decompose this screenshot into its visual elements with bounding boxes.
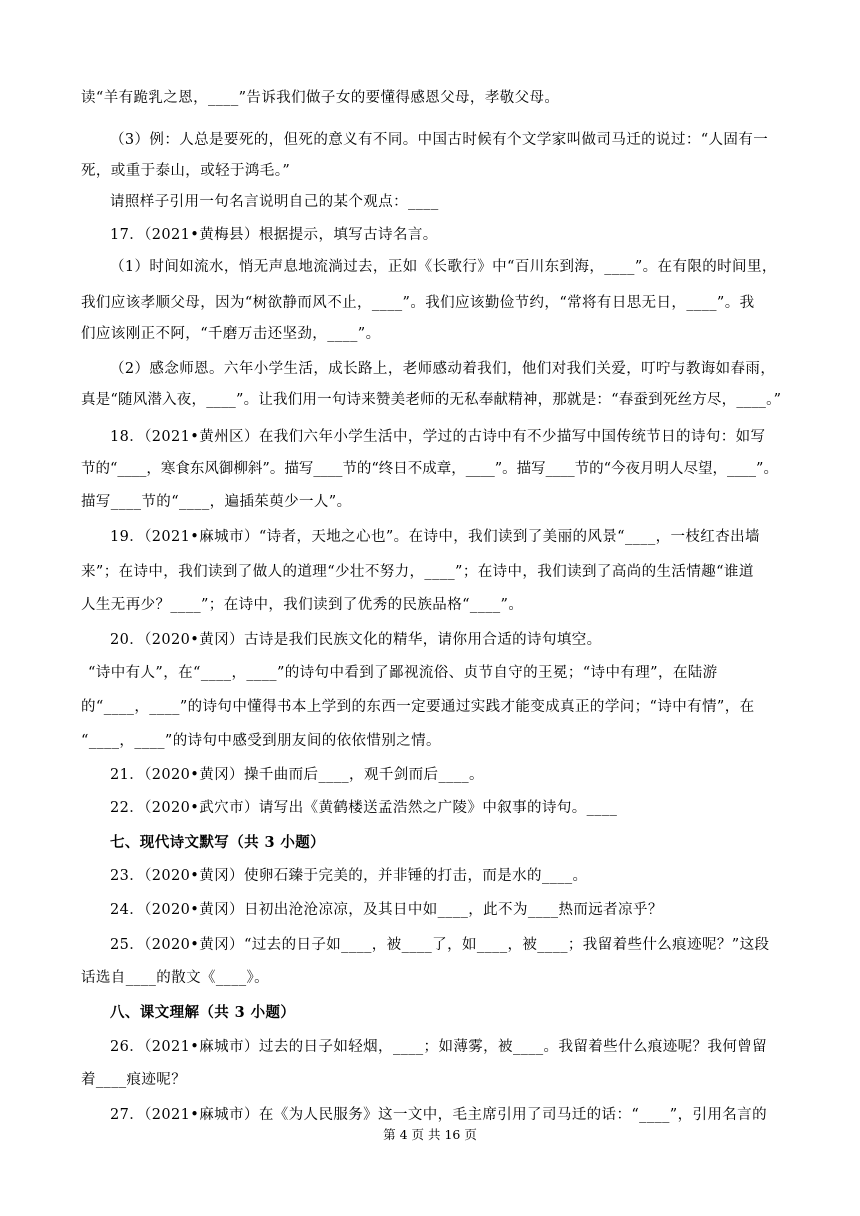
text-line: 话选自____的散文《____》。 xyxy=(81,970,270,986)
question-18: 18．（2021•黄州区）在我们六年小学生活中，学过的古诗中有不少描写中国传统节日的诗句：如写 xyxy=(110,429,766,445)
text-line: 死，或重于泰山，或轻于鸿毛。” xyxy=(81,163,291,179)
text-line: 来”；在诗中，我们读到了做人的道理“少壮不努力，____”；在诗中，我们读到了高尚的生活情趣“谁道 xyxy=(81,564,754,580)
text-line: 我们应该孝顺父母，因为“树欲静而风不止，____”。我们应该勤俭节约，“常将有日思无日，____”。我 xyxy=(81,295,755,311)
text-line: 们应该刚正不阿，“千磨万击还坚劲，____”。 xyxy=(81,326,381,342)
text-line: 人生无再少？____”；在诗中，我们读到了优秀的民族品格“____”。 xyxy=(81,597,524,613)
question-24: 24．（2020•黄冈）日初出沧沧凉凉，及其日中如____，此不为____热而远者凉乎？ xyxy=(110,902,663,918)
question-23: 23．（2020•黄冈）使卵石臻于完美的，并非锤的打击，而是水的____。 xyxy=(110,868,588,884)
question-22: 22．（2020•武穴市）请写出《黄鹤楼送孟浩然之广陵》中叙事的诗句。____ xyxy=(110,800,618,816)
text-line: “____，____”的诗句中感受到朋友间的依依惜别之情。 xyxy=(81,733,441,749)
section-heading: 七、现代诗文默写（共 3 小题） xyxy=(110,834,326,851)
text-line: 的“____，____”的诗句中懂得书本上学到的东西一定要通过实践才能变成真正的学问；“诗中有情”，在 xyxy=(81,699,755,715)
text-line: “诗中有人”，在“____，____”的诗句中看到了鄙视流俗、贞节自守的王冕；“诗中有理”，在陆游 xyxy=(88,665,718,681)
text-line: 着____痕迹呢？ xyxy=(81,1072,187,1088)
question-27: 27．（2021•麻城市）在《为人民服务》这一文中，毛主席引用了司马迁的话：“____”，引用名言的 xyxy=(110,1107,767,1123)
question-26: 26．（2021•麻城市）过去的日子如轻烟，____；如薄雾，被____。我留着些什么痕迹呢？我何曾留 xyxy=(110,1039,768,1055)
text-line: 真是“随风潜入夜，____”。让我们用一句诗来赞美老师的无私奉献精神，那就是：“春蚕到死丝方尽，____。” xyxy=(81,392,782,408)
question-17: 17．（2021•黄梅县）根据提示，填写古诗名言。 xyxy=(110,227,438,243)
question-25: 25．（2020•黄冈）“过去的日子如____，被____了，如____，被____；我留着些什么痕迹呢？”这段 xyxy=(110,937,770,953)
text-line: 描写____节的“____，遍插茱萸少一人”。 xyxy=(81,494,352,510)
question-20: 20．（2020•黄冈）古诗是我们民族文化的精华，请你用合适的诗句填空。 xyxy=(110,632,602,648)
text-line: （2）感念师恩。六年小学生活，成长路上，老师感动着我们，他们对我们关爱，叮咛与教诲如春雨， xyxy=(110,361,776,377)
question-21: 21．（2020•黄冈）操千曲而后____，观千剑而后____。 xyxy=(110,767,484,783)
page-footer: 第 4 页 共 16 页 xyxy=(383,1127,477,1142)
text-line: 请照样子引用一句名言说明自己的某个观点：____ xyxy=(110,194,439,210)
text-line: （1）时间如流水，悄无声息地流淌过去，正如《长歌行》中“百川东到海，____”。在有限的时间里， xyxy=(110,259,777,275)
text-line: 读“羊有跪乳之恩，____”告诉我们做子女的要懂得感恩父母，孝敬父母。 xyxy=(81,90,560,106)
text-line: （3）例：人总是要死的，但死的意义有不同。中国古时候有个文学家叫做司马迁的说过：“人固有一 xyxy=(110,132,769,148)
question-19: 19．（2021•麻城市）“诗者，天地之心也”。在诗中，我们读到了美丽的风景“____，一枝红杏出墙 xyxy=(110,529,760,545)
section-heading: 八、课文理解（共 3 小题） xyxy=(110,1004,296,1021)
text-line: 节的“____，寒食东风御柳斜”。描写____节的“终日不成章，____”。描写____节的“今夜月明人尽望，____”。 xyxy=(81,461,778,477)
